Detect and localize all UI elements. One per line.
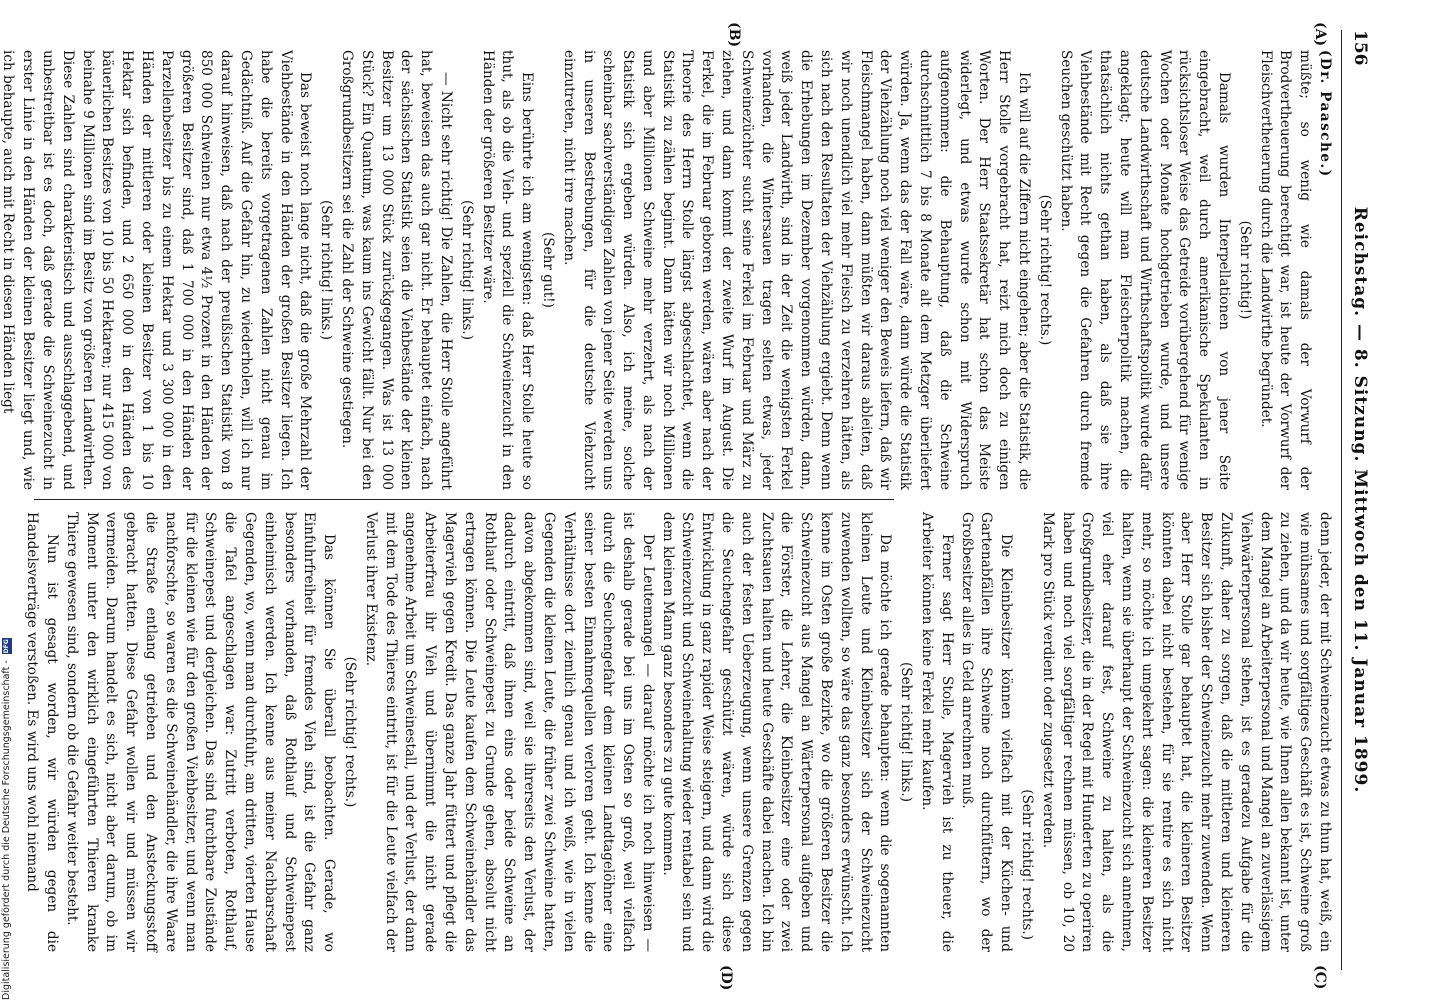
- left-column: [0, 50, 1334, 490]
- reaction: (Sehr richtig! links.): [898, 661, 915, 803]
- paragraph: Damals wurden Interpellationen von jener Seite eingebracht, weil durch amerikanische Spekulanten in rücksichtsloser Weise das Getreide vorübergehend für wenige Wochen oder Monate hochgetrieben wurde, und unsere deutsche Landwirthschaft und Wirthschaftspolitik wurde dafür angeklagt; heute will man Fleischerpolitik machen, die thatsächlich nichts gethan haben, als daß sie ihre Viehbestände mit Recht gegen die Gefahren durch fremde Seuchen geschützt haben.: [1057, 50, 1233, 490]
- reaction: (Sehr richtig!): [1236, 220, 1253, 320]
- margin-mark-d: (D): [718, 965, 734, 991]
- paragraph: Die Kleinbesitzer können vielfach mit der Küchen- und Gartenabfällen ihre Schweine noch durchfüttern, wo der Großbesitzer alles in Geld anrechnen muß.: [958, 512, 1015, 952]
- paragraph: Nun ist gesagt worden, wir würden gegen die Handelsverträge verstoßen. Es wird uns wohl niemand: [24, 512, 60, 952]
- reaction: (Sehr richtig! links.): [458, 199, 475, 341]
- paragraph: müßte; so wenig wie damals der Vorwurf der Brodvertheuerung berechtigt war, ist heute der Vorwurf der Fleischvertheuerung durch die Landwirthe begründet.: [1257, 50, 1314, 490]
- column-divider: [34, 499, 894, 500]
- digitization-credit: [0, 610, 14, 1000]
- speaker-label: (Dr. Paasche.): [1317, 50, 1333, 178]
- paragraph: Ich will auf die Ziffern nicht eingehen; aber die Statistik, die Herr Stolle vorgebracht hat, reizt mich doch zu einigen Worten. Der Herr Staatssekretär hat schon das Meiste widerlegt, und etwas wurde schon mit Widerspruch aufgenommen: die Behauptung, daß die Schweine durchschnittlich 7 bis 8 Monate alt dem Metzger überliefert würden. Ja, wenn das der Fall wäre, dann würde die Statistik der Viehzählung noch viel weniger den Beweis liefern, daß wir Fleischmangel haben, dann müßten wir daraus ableiten, daß wir noch unendlich viel mehr Fleisch zu verzehren hätten, als sich nach den Resultaten der Viehzählung ergiebt. Denn wenn die Erhebungen im Dezember vorgenommen würden, dann, weiß jeder Landwirth, sind in der Zeit die wenigsten Ferkel vorhanden, die Wintersauen tragen selten etwas, jeder Schweinezüchter sucht seine Ferkel im Februar und März zu ziehen, und dann kommt der zweite Wurf im August. Die Ferkel, die im Februar geboren werden, wären aber nach der Theorie des Herrn Stolle längst abgeschlachtet, wenn die Statistik zu zählen beginnt. Dann hätten wir noch Millionen und aber Millionen Schweine mehr verzehrt, als nach der Statistik sich ergeben würden. Also, ich meine, solche scheinbar sachverständigen Zahlen von jener Seite werden uns in unseren Bestrebungen, für die deutsche Viehzucht einzutreten, nicht irre machen.: [560, 50, 1033, 490]
- margin-mark-b: (B): [726, 22, 742, 48]
- reaction: (Sehr richtig! rechts.): [341, 656, 358, 808]
- paragraph: denn jeder, der mit Schweinezucht etwas zu thun hat, weiß, ein wie mühsames und sorgfältiges Geschäft es ist, Schweine groß zu ziehen, und da wir heute, wie Ihnen allen bekannt ist, unter dem Mangel an Arbeiterpersonal und Mangel an zuverlässigem Viehwärterpersonal stehen, ist es geradezu Aufgabe für die Zukunft, daher zu sorgen, daß die mittleren und kleineren Besitzer sich bisher der Schweinezucht mehr zuwenden. Wenn aber Herr Stolle gar behauptet hat, die kleineren Besitzer könnten dabei nicht bestehen, für sie rentire es sich nicht mehr, so möchte ich umgekehrt sagen: die kleineren Besitzer halten, wenn sie überhaupt der Schweinezucht sich annehmen, viel eher darauf fest, Schweine zu halten, als die Großgrundbesitzer, die in der Regel mit Hunderten zu operiren haben und noch viel sorgfältiger rechnen müssen, ob 10, 20 Mark pro Stück verdient oder zugesetzt werden.: [1039, 512, 1333, 952]
- paragraph: Eins berührte ich am wenigsten: daß Herr Stolle heute so thut, als ob die Vieh- und speziell die Schweinezucht in den Händen der größeren Besitzer wäre.: [479, 50, 536, 490]
- paragraph: Der Leutemangel — darauf möchte ich noch hinweisen — ist deshalb gerade bei uns im Osten so groß, weil vielfach durch die Seuchengefahr dem kleinen Landtagelöhner eine seiner besten Einnahmequellen verloren geht. Ich kenne die Verhältnisse dort ziemlich genau und ich weiß, wie in vielen Gegenden die kleinen Leute, die früher zwei Schweine hatten, davon abgekommen sind, weil sie ihrerseits den Verlust, der dadurch eintritt, daß ihnen eins oder beide Schweine an Rothlauf oder Schweinepest zu Grunde gehen, absolut nicht ertragen können. Die Leute kaufen dem Schweinehändler das Magervieh gegen Kredit. Das ganze Jahr füttert und pflegt die Arbeiterfrau ihr Vieh und übernimmt die nicht gerade angenehme Arbeit um Schweinestall, und der Verlust, der dann mit dem Tode des Thieres eintritt, ist für die Leute vielfach der Verlust ihrer Existenz.: [362, 512, 656, 952]
- page-number: 156: [1350, 30, 1370, 66]
- dfg-logo-icon: DFG: [2, 639, 10, 654]
- credit-text: Digitalisierung gefördert durch die Deutsche Forschungsgemeinschaft -: [1, 660, 12, 1000]
- paragraph: — Nicht sehr richtig! Die Zahlen, die Herr Stolle angeführt hat, beweisen das auch gar nicht. Er behauptet einfach, nach der sächsischen Statistik seien die Viehbestände der kleinen Besitzer um 13 000 Stück zurückgegangen. Was ist 13 000 Stück? Ein Quantum, was kaum ins Gewicht fällt. Nur bei den Großgrundbesitzern sei die Zahl der Schweine gestiegen.: [338, 50, 454, 490]
- reaction: (Sehr gut!): [539, 232, 556, 308]
- paragraph: Das beweist noch lange nicht, daß die große Mehrzahl der Viehbestände in den Händen der großen Besitzer liegen. Ich habe die bereits vorgetragenen Zahlen nicht genau im Gedächtniß. Auf die Gefahr hin, zu wiederholen, will ich nur darauf hinweisen, daß nach der preußischen Statistik von 8 850 000 Schweinen nur etwa 4½ Prozent in den Händen der größeren Besitzer sind, daß 1 700 000 in den Händen der Parzellenbesitzer bis zu einem Hektar und 3 300 000 in den Händen der mittleren oder kleinen Besitzer von 1 bis 10 Hektar sich befinden, und 2 650 000 in den Händen des bäuerlichen Besitzes von 10 bis 50 Hektaren; nur 415 000 von beinahe 9 Millionen sind im Besitz von größeren Landwirthen. Diese Zahlen sind charakteristisch und ausschlaggebend, und unbestreitbar ist es doch, daß gerade die Schweinezucht in erster Linie in den Händen der kleinen Besitzer liegt und, wie ich behaupte, auch mit Recht in diesen Händen liegt: [0, 50, 314, 490]
- margin-mark-a: (A): [1312, 22, 1328, 47]
- reaction: (Sehr richtig! links.): [318, 199, 335, 341]
- paragraph: Da möchte ich gerade behaupten: wenn die sogenannten kleinen Leute und Kleinbesitzer sich der Schweinezucht zuwenden wollten, so wäre das ganz besonders erwünscht. Ich kenne im Osten große Bezirke, wo die größeren Besitzer die Schweinezucht aus Mangel an Wärterpersonal aufgeben und die Förster, die Lehrer, die Kleinbesitzer eine oder zwei Zuchtsauen halten und heute Geschäfte dabei machen. Ich bin auch der festen Ueberzeugung, wenn unsere Grenzen gegen die Seuchengefahr geschützt wären, würde sich diese Entwicklung in ganz rapider Weise steigern, und dann wird die Schweinezucht und Schweinehaltung wieder rentabel sein und dem kleinen Mann ganz besonders zu gute kommen.: [659, 512, 894, 952]
- reaction: (Sehr richtig! rechts.): [1036, 194, 1053, 346]
- right-column: [24, 512, 1334, 952]
- page-header: [1341, 30, 1374, 970]
- reaction: (Sehr richtig! rechts.): [1019, 789, 1036, 940]
- margin-mark-c: (C): [1312, 965, 1328, 990]
- page-title: Reichstag. — 8. Sitzung. Mittwoch den 11. Januar 1899.: [1350, 206, 1370, 794]
- paragraph: Ferner sagt Herr Stolle, Magervieh ist zu theuer, die Arbeiter können keine Ferkel mehr kaufen.: [919, 512, 955, 952]
- paragraph: Das können Sie überall beobachten. Gerade, wo Einfuhrfreiheit für fremdes Vieh sind, ist die Gefahr ganz besonders vorhanden, daß Rothlauf und Schweinepest einheimisch werden. Ich kenne aus meiner Nachbarschaft Gegenden, wo, wenn man durchfuhr, am dritten, vierten Hause die Tafel angeschlagen war: Zutritt verboten, Rothlauf, Schweinepest und dergleichen. Das sind furchtbare Zustände für die kleinen wie für den großen Viehbesitzer, und wenn man nachforschte, so waren es die Schweinehändler, die ihre Waare die Straße entlang getrieben und den Ansteckungsstoff gebracht hatten. Diese Gefahr wollen wir und müssen wir vermeiden. Darum handelt es sich, nicht aber darum, ob im Moment unter den wirklich eingeführten Thieren kranke Thiere gewesen sind, sondern ob die Gefahr weiter besteht.: [63, 512, 338, 952]
